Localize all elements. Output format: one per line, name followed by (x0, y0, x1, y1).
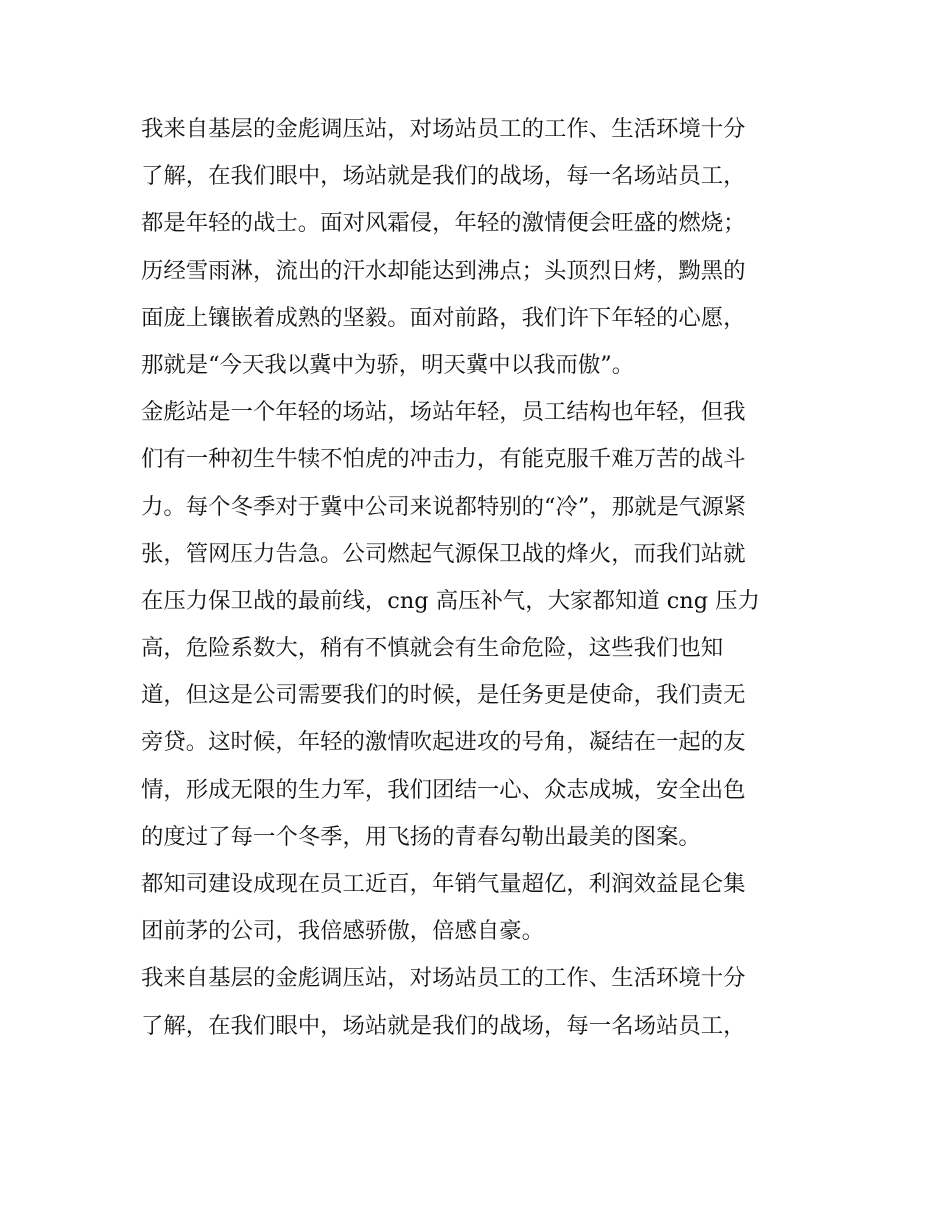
text-line: 历经雪雨淋，流出的汗水却能达到沸点；头顶烈日烤，黝黑的 (141, 257, 746, 284)
text-line: 都知司建设成现在员工近百，年销气量超亿，利润效益昆仑集 (141, 871, 746, 897)
text-line: 力。每个冬季对于冀中公司来说都特别的“冷”，那就是气源紧 (141, 493, 747, 520)
text-line: 团前茅的公司，我倍感骄傲，倍感自豪。 (141, 918, 545, 945)
text-line: 了解，在我们眼中，场站就是我们的战场，每一名场站员工， (141, 163, 746, 190)
text-line: 那就是“今天我以冀中为骄，明天冀中以我而傲”。 (141, 351, 635, 378)
text-line: 金彪站是一个年轻的场站，场站年轻，员工结构也年轻，但我 (141, 399, 746, 426)
text-line: 高，危险系数大，稍有不慎就会有生命危险，这些我们也知 (141, 635, 724, 662)
text-line: 情，形成无限的生力军，我们团结一心、众志成城，安全出色 (141, 776, 746, 803)
text-line: 面庞上镶嵌着成熟的坚毅。面对前路，我们许下年轻的心愿， (141, 304, 746, 331)
text-line: 道，但这是公司需要我们的时候，是任务更是使命，我们责无 (141, 682, 746, 709)
text-line: 了解，在我们眼中，场站就是我们的战场，每一名场站员工， (141, 1012, 746, 1039)
text-line: 张，管网压力告急。公司燃起气源保卫战的烽火，而我们站就 (141, 540, 746, 567)
text-line: 在压力保卫战的最前线，cng 高压补气，大家都知道 cng 压力 (141, 587, 760, 614)
text-line: 旁贷。这时候，年轻的激情吹起进攻的号角，凝结在一起的友 (141, 729, 746, 756)
text-line: 的度过了每一个冬季，用飞扬的青春勾勒出最美的图案。 (141, 823, 701, 850)
document-body (141, 106, 813, 1050)
text-line: 我来自基层的金彪调压站，对场站员工的工作、生活环境十分 (141, 965, 746, 992)
text-line: 们有一种初生牛犊不怕虎的冲击力，有能克服千难万苦的战斗 (141, 446, 746, 473)
text-line: 都是年轻的战士。面对风霜侵，年轻的激情便会旺盛的燃烧； (141, 210, 746, 237)
text-line: 我来自基层的金彪调压站，对场站员工的工作、生活环境十分 (141, 116, 746, 142)
